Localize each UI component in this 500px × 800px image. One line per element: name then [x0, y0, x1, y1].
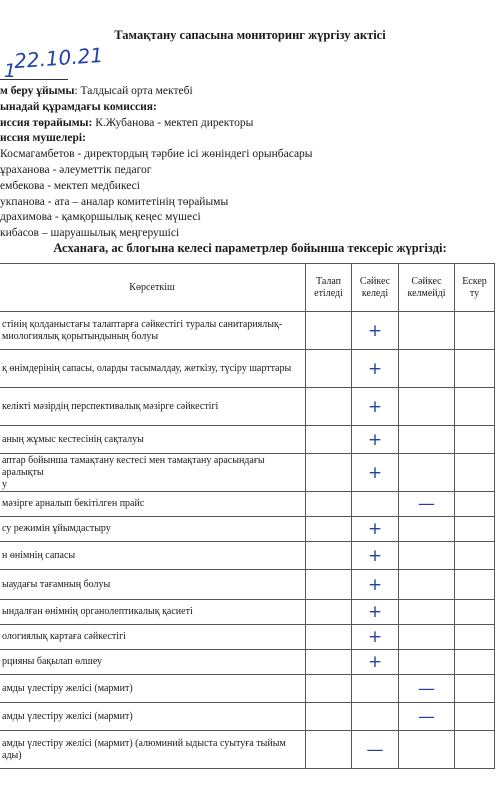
required-cell: [306, 675, 352, 703]
table-header-row: [0, 264, 495, 312]
note-cell: [455, 731, 495, 769]
indicator-cell: аның жұмыс кестесінің сақталуы: [0, 426, 306, 454]
table-row: [0, 454, 495, 492]
indicator-cell: су режимін ұйымдастыру: [0, 517, 306, 542]
info-line: ынадай құрамдағы комиссия:: [0, 100, 157, 113]
indicator-cell: ындалған өнімнің органолептикалық қасиеті: [0, 600, 306, 625]
note-cell: [455, 703, 495, 731]
required-cell: [306, 350, 352, 388]
info-line: ұраханова - әлеуметтік педагог: [0, 163, 152, 176]
match-cell: +: [352, 426, 399, 454]
nomatch-cell: [399, 650, 455, 675]
indicator-cell: ологиялық картаға сәйкестігі: [0, 625, 306, 650]
nomatch-cell: [399, 731, 455, 769]
table-row: [0, 650, 495, 675]
note-cell: [455, 312, 495, 350]
nomatch-cell: [399, 426, 455, 454]
note-cell: [455, 388, 495, 426]
note-cell: [455, 454, 495, 492]
info-line: дрaхимова - қамқоршылық кеңес мүшесі: [0, 211, 201, 224]
table-row: [0, 600, 495, 625]
info-line: ембекова - мектеп медбикесі: [0, 179, 140, 192]
note-cell: [455, 675, 495, 703]
indicator-cell: келікті мәзірдің перспективалық мәзірге сәйкестігі: [0, 388, 306, 426]
required-cell: [306, 388, 352, 426]
col-header-nomatch: Сәйкес келмейді: [399, 264, 455, 312]
match-cell: [352, 703, 399, 731]
note-cell: [455, 570, 495, 600]
table-row: [0, 625, 495, 650]
section-subtitle: Асханаға, ас блогына келесі параметрлер бойынша тексеріс жүргізді:: [53, 241, 447, 255]
table-row: [0, 312, 495, 350]
col-header-indicator: Көрсеткіш: [0, 264, 306, 312]
note-cell: [455, 492, 495, 517]
required-cell: [306, 454, 352, 492]
indicator-cell: ыаудағы тағамның болуы: [0, 570, 306, 600]
info-line: м беру ұйымы: Талдысай орта мектебі: [0, 85, 193, 97]
required-cell: [306, 731, 352, 769]
nomatch-cell: [399, 542, 455, 570]
note-cell: [455, 600, 495, 625]
match-cell: +: [352, 600, 399, 625]
required-cell: [306, 542, 352, 570]
table-row: [0, 492, 495, 517]
indicator-cell: қ өнімдерінің сапасы, оларды тасымалдау, жеткізу, түсіру шарттары: [0, 350, 306, 388]
indicator-cell: мәзірге арналып бекітілген прайс: [0, 492, 306, 517]
nomatch-cell: [399, 625, 455, 650]
nomatch-cell: —: [399, 703, 455, 731]
match-cell: +: [352, 350, 399, 388]
note-cell: [455, 650, 495, 675]
required-cell: [306, 517, 352, 542]
match-cell: [352, 492, 399, 517]
indicator-cell: рцияны бақылап өлшеу: [0, 650, 306, 675]
note-cell: [455, 625, 495, 650]
match-cell: +: [352, 542, 399, 570]
required-cell: [306, 426, 352, 454]
table-row: [0, 426, 495, 454]
match-cell: [352, 675, 399, 703]
col-header-required: Талап етіледі: [306, 264, 352, 312]
nomatch-cell: —: [399, 675, 455, 703]
nomatch-cell: —: [399, 492, 455, 517]
required-cell: [306, 570, 352, 600]
table-row: [0, 703, 495, 731]
match-cell: +: [352, 388, 399, 426]
col-header-match: Сәйкес келеді: [352, 264, 399, 312]
act-title: Тамақтану сапасына мониторинг жүргізу актісі: [114, 28, 386, 42]
nomatch-cell: [399, 454, 455, 492]
nomatch-cell: [399, 388, 455, 426]
indicator-cell: амды үлестіру желісі (мармит) (алюминий ыдыста суытуға тыйым ады): [0, 731, 306, 769]
signature-line: [0, 79, 68, 80]
match-cell: +: [352, 517, 399, 542]
match-cell: +: [352, 312, 399, 350]
info-line: Космагамбетов - директордың тәрбие ісі жөніндегі орынбасары: [0, 148, 313, 161]
info-line: иссия мушелері:: [0, 132, 86, 145]
table-row: [0, 350, 495, 388]
note-cell: [455, 542, 495, 570]
indicator-cell: амды үлестіру желісі (мармит): [0, 675, 306, 703]
note-cell: [455, 517, 495, 542]
handwritten-date: 22.10.21: [13, 42, 104, 74]
indicator-cell: стінің қолданыстағы талаптарға сәйкестігі туралы санитариялық- миологиялық қорытындының болуы: [0, 312, 306, 350]
info-line: кибасов – шаруашылық меңгерушісі: [0, 227, 180, 240]
table-row: [0, 731, 495, 769]
table-row: [0, 542, 495, 570]
nomatch-cell: [399, 517, 455, 542]
inspection-table: [0, 263, 495, 769]
match-cell: +: [352, 650, 399, 675]
table-row: [0, 570, 495, 600]
required-cell: [306, 650, 352, 675]
match-cell: —: [352, 731, 399, 769]
match-cell: +: [352, 570, 399, 600]
indicator-cell: аптар бойынша тамақтану кестесі мен тамақтану арасындағы аралықты у: [0, 454, 306, 492]
table-row: [0, 388, 495, 426]
match-cell: +: [352, 454, 399, 492]
info-line: иссия төрайымы: К.Жубанова - мектеп директоры: [0, 116, 254, 129]
table-row: [0, 517, 495, 542]
nomatch-cell: [399, 600, 455, 625]
nomatch-cell: [399, 570, 455, 600]
required-cell: [306, 492, 352, 517]
required-cell: [306, 312, 352, 350]
nomatch-cell: [399, 350, 455, 388]
indicator-cell: н өнімнің сапасы: [0, 542, 306, 570]
required-cell: [306, 625, 352, 650]
note-cell: [455, 426, 495, 454]
info-line: укпанова - ата – аналар комитетінің төрайымы: [0, 195, 229, 208]
table-row: [0, 675, 495, 703]
required-cell: [306, 703, 352, 731]
match-cell: +: [352, 625, 399, 650]
nomatch-cell: [399, 312, 455, 350]
indicator-cell: амды үлестіру желісі (мармит): [0, 703, 306, 731]
note-cell: [455, 350, 495, 388]
required-cell: [306, 600, 352, 625]
handwritten-number: 1: [4, 60, 17, 82]
commission-info: [0, 84, 500, 242]
col-header-note: Ескер ту: [455, 264, 495, 312]
